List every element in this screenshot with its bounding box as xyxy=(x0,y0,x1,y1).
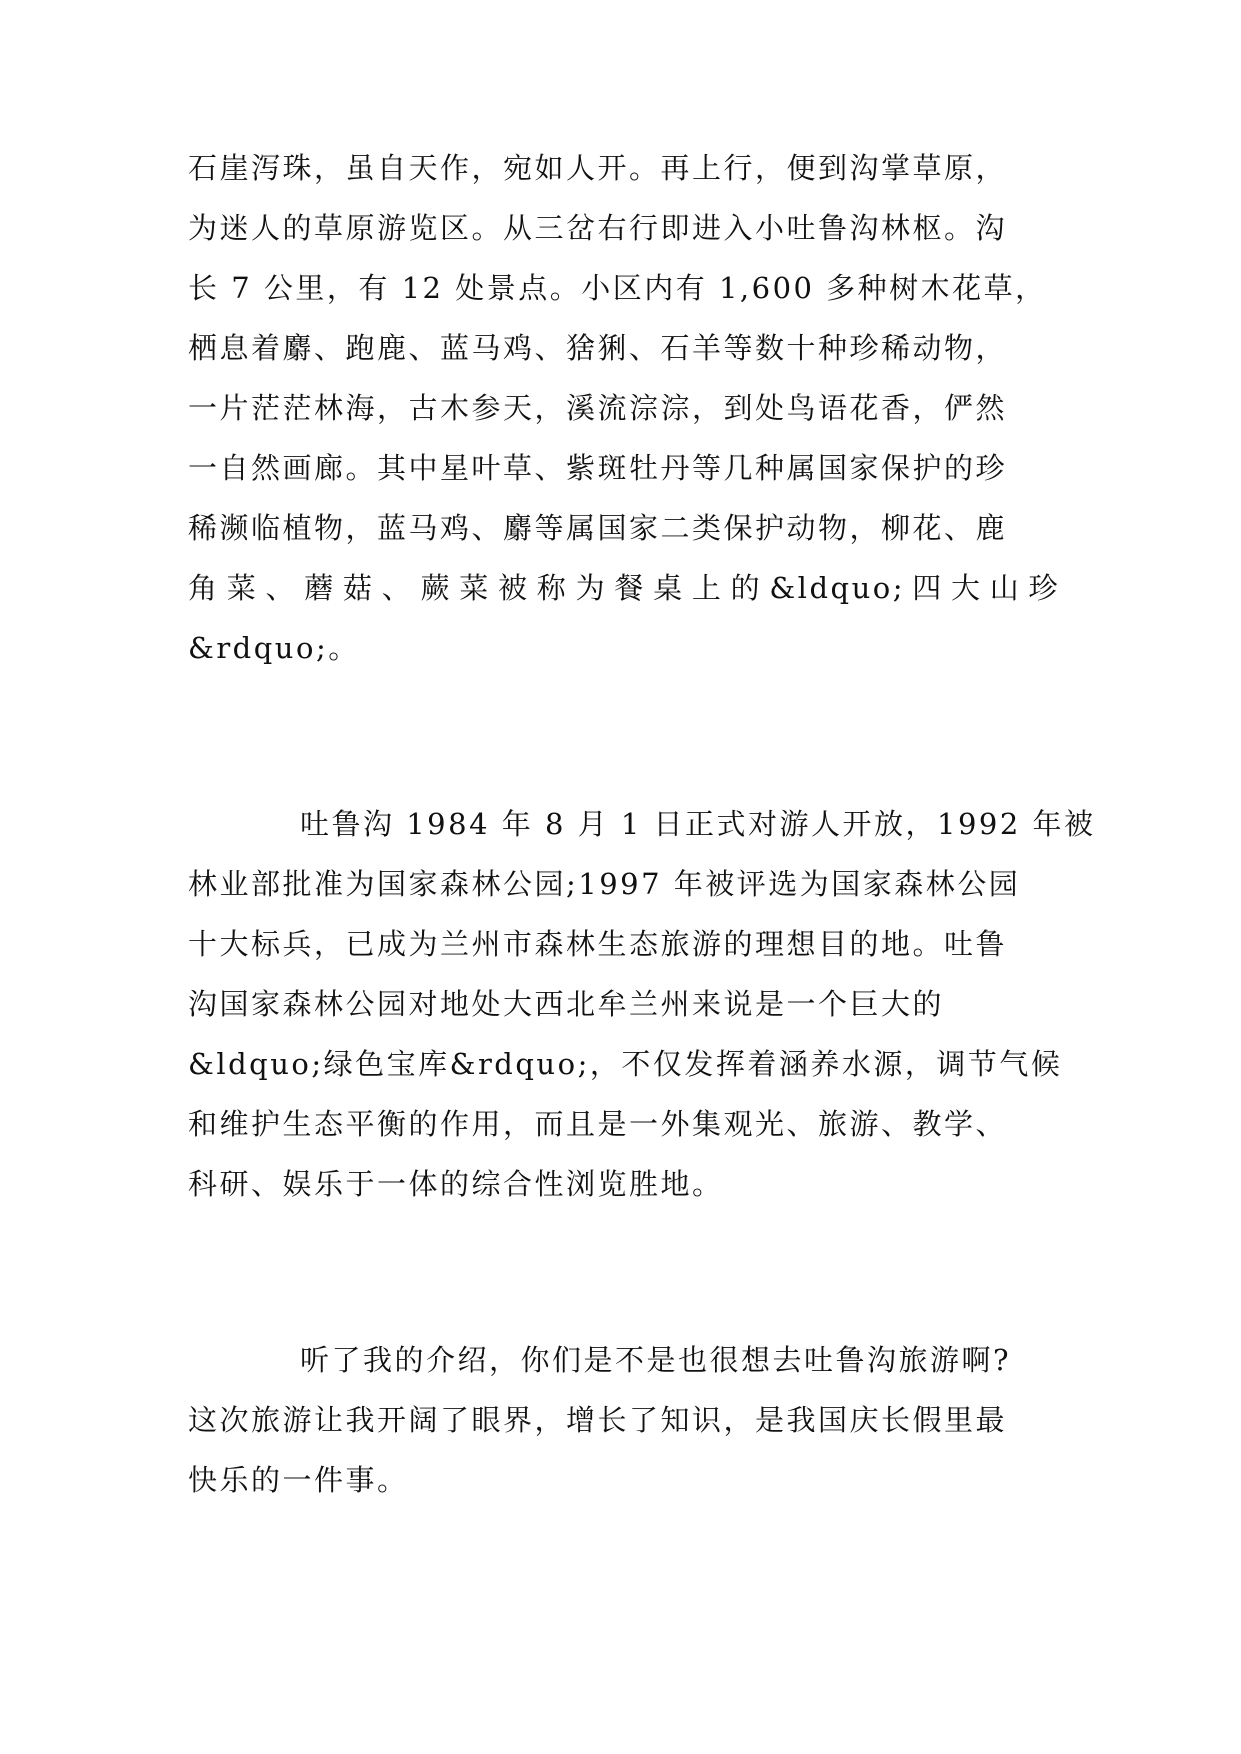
text-line: 石崖泻珠，虽自天作，宛如人开。再上行，便到沟掌草原， xyxy=(188,151,1008,185)
text-line: 快乐的一件事。 xyxy=(188,1463,409,1497)
text-line: 听了我的介绍，你们是不是也很想去吐鲁沟旅游啊? xyxy=(300,1343,1012,1377)
paragraph-forest-scenery xyxy=(188,138,1060,678)
text-line: 一片茫茫林海，古木参天，溪流淙淙，到处鸟语花香，俨然 xyxy=(188,391,1008,425)
text-line: 栖息着麝、跑鹿、蓝马鸡、猞猁、石羊等数十种珍稀动物， xyxy=(188,331,1008,365)
text-line: 长 7 公里，有 12 处景点。小区内有 1,600 多种树木花草， xyxy=(188,271,1047,305)
text-line: 林业部批准为国家森林公园;1997 年被评选为国家森林公园 xyxy=(188,867,1021,901)
text-line: 这次旅游让我开阔了眼界，增长了知识，是我国庆长假里最 xyxy=(188,1403,1008,1437)
text-line: 沟国家森林公园对地处大西北牟兰州来说是一个巨大的 xyxy=(188,987,945,1021)
text-line: 角菜、蘑菇、蕨菜被称为餐桌上的&ldquo;四大山珍 xyxy=(188,571,1060,605)
text-line: 科研、娱乐于一体的综合性浏览胜地。 xyxy=(188,1167,724,1201)
text-line: 和维护生态平衡的作用，而且是一外集观光、旅游、教学、 xyxy=(188,1107,1008,1141)
text-line: 十大标兵，已成为兰州市森林生态旅游的理想目的地。吐鲁 xyxy=(188,927,1008,961)
paragraph-conclusion xyxy=(188,1330,1060,1510)
text-line: 吐鲁沟 1984 年 8 月 1 日正式对游人开放，1992 年被 xyxy=(300,807,1096,841)
paragraph-park-history xyxy=(188,794,1096,1214)
text-line: 一自然画廊。其中星叶草、紫斑牡丹等几种属国家保护的珍 xyxy=(188,451,1008,485)
text-line: &ldquo;绿色宝库&rdquo;，不仅发挥着涵养水源，调节气候 xyxy=(188,1047,1063,1081)
text-line: 为迷人的草原游览区。从三岔右行即进入小吐鲁沟林枢。沟 xyxy=(188,211,1008,245)
text-line: &rdquo;。 xyxy=(188,631,360,665)
text-line: 稀濒临植物，蓝马鸡、麝等属国家二类保护动物，柳花、鹿 xyxy=(188,511,1008,545)
